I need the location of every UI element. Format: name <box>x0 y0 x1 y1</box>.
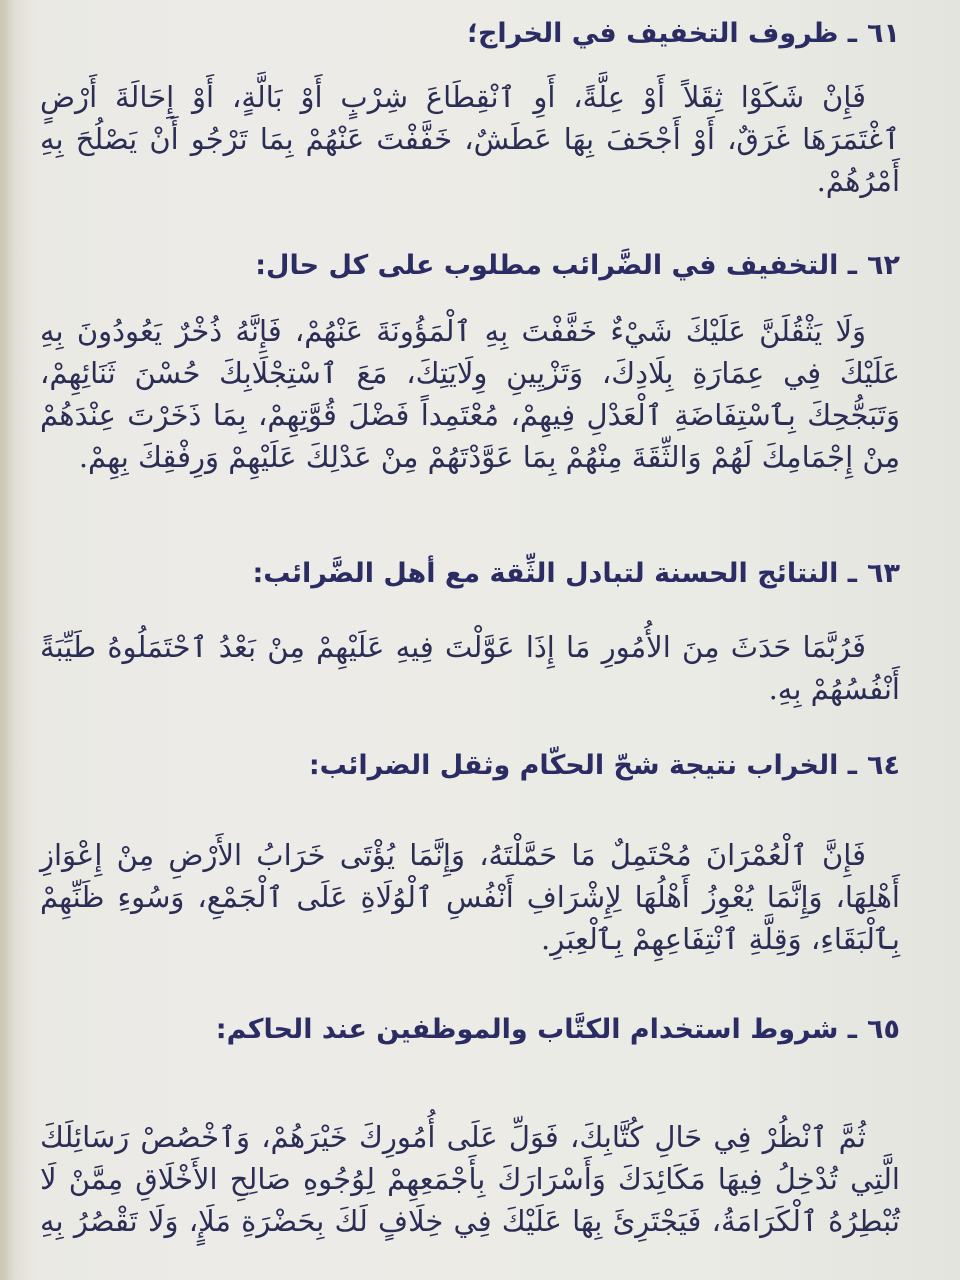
section-65 <box>40 1014 900 1045</box>
paragraph-line: أَهْلِهَا، وَإِنَّمَا يُعْوِزُ أَهْلُهَا لِإِشْرَافِ أَنْفُسِ ٱلْوُلَاةِ عَلَى ٱلْجَمْعِ، وَسُوءِ ظَنِّهِمْ <box>40 880 900 914</box>
paragraph-line: تُبْطِرُهُ ٱلْكَرَامَةُ، فَيَجْتَرِئَ بِهَا عَلَيْكَ فِي خِلَافٍ لَكَ بِحَضْرَةِ مَلَإٍ، وَلَا تَقْصُرُ بِهِ <box>40 1204 900 1238</box>
paragraph-line: ٱغْتَمَرَهَا غَرَقٌ، أَوْ أَجْحَفَ بِهَا عَطَشٌ، خَفَّفْتَ عَنْهُمْ بِمَا تَرْجُو أَنْ يَصْلُحَ بِهِ <box>40 122 900 156</box>
section-title: شروط استخدام الكتَّاب والموظفين عند الحاكم: <box>215 1014 839 1045</box>
paragraph <box>40 834 900 960</box>
section-heading <box>40 1014 900 1045</box>
section-number: ٦٤ <box>867 750 900 781</box>
section-title: ظروف التخفيف في الخراج؛ <box>467 18 839 49</box>
section-63 <box>40 558 900 589</box>
section-number: ٦٥ <box>867 1014 900 1045</box>
paragraph-line: وَتَبَجُّحِكَ بِٱسْتِفَاضَةِ ٱلْعَدْلِ فِيهِمْ، مُعْتَمِداً فَضْلَ قُوَّتِهِمْ، بِمَا ذَخَرْتَ عِنْدَهُمْ <box>40 398 900 432</box>
paragraph-line: ثُمَّ ٱنْظُرْ فِي حَالِ كُتَّابِكَ، فَوَلِّ عَلَى أُمُورِكَ خَيْرَهُمْ، وَٱخْصُصْ رَسَائِلَكَ <box>40 1120 866 1154</box>
dash: ـ <box>838 250 858 281</box>
section-61 <box>40 18 900 49</box>
paragraph-65 <box>40 1116 900 1242</box>
paragraph <box>40 310 900 478</box>
paragraph <box>40 76 900 202</box>
dash: ـ <box>838 750 858 781</box>
paragraph-line: مِنْ إِجْمَامِكَ لَهُمْ وَالثِّقَةَ مِنْهُمْ بِمَا عَوَّدْتَهُمْ مِنْ عَدْلِكَ عَلَيْهِمْ وَرِفْقِكَ بِهِمْ. <box>78 440 900 474</box>
paragraph-line: بِٱلْبَقَاءِ، وَقِلَّةِ ٱنْتِفَاعِهِمْ بِٱلْعِبَرِ. <box>541 922 900 956</box>
section-heading <box>40 558 900 589</box>
section-number: ٦٢ <box>867 250 900 281</box>
paragraph <box>40 626 900 710</box>
paragraph-line: فَرُبَّمَا حَدَثَ مِنَ الأُمُورِ مَا إِذَا عَوَّلْتَ فِيهِ عَلَيْهِمْ مِنْ بَعْدُ ٱحْتَمَلُوهُ طَيِّبَةً <box>40 630 866 664</box>
section-title: النتائج الحسنة لتبادل الثِّقة مع أهل الضَّرائب: <box>252 558 839 589</box>
paragraph-61 <box>40 76 900 202</box>
section-title: التخفيف في الضَّرائب مطلوب على كل حال: <box>255 250 839 281</box>
paragraph-62 <box>40 310 900 478</box>
section-heading <box>40 250 900 281</box>
dash: ـ <box>838 18 858 49</box>
paragraph-line: وَلَا يَثْقُلَنَّ عَلَيْكَ شَيْءٌ خَفَّفْتَ بِهِ ٱلْمَؤُونَةَ عَنْهُمْ، فَإِنَّهُ ذُخْرٌ يَعُودُونَ بِهِ <box>40 314 866 348</box>
section-heading <box>40 750 900 781</box>
section-62 <box>40 250 900 281</box>
section-heading <box>40 18 900 49</box>
section-number: ٦١ <box>867 18 900 49</box>
paragraph-line: فَإِنْ شَكَوْا ثِقَلاً أَوْ عِلَّةً، أَوِ ٱنْقِطَاعَ شِرْبٍ أَوْ بَالَّةٍ، أَوْ إِحَالَةَ أَرْضٍ <box>40 80 866 114</box>
paragraph-line: الَّتِي تُدْخِلُ فِيهَا مَكَائِدَكَ وَأَسْرَارَكَ بِأَجْمَعِهِمْ لِوُجُوهِ صَالِحِ الأَخْلَاقِ مِمَّنْ لَا <box>40 1162 900 1196</box>
page-gutter-shadow <box>0 0 14 1280</box>
paragraph-line: أَنْفُسُهُمْ بِهِ. <box>768 672 900 706</box>
paragraph-64 <box>40 834 900 960</box>
paragraph <box>40 1116 900 1242</box>
section-title: الخراب نتيجة شحّ الحكّام وثقل الضرائب: <box>308 750 839 781</box>
paragraph-line: عَلَيْكَ فِي عِمَارَةِ بِلَادِكَ، وَتَزْيِينِ وِلَايَتِكَ، مَعَ ٱسْتِجْلَابِكَ حُسْنَ ثَنَائِهِمْ، <box>40 356 900 390</box>
section-number: ٦٣ <box>867 558 900 589</box>
paragraph-63 <box>40 626 900 710</box>
dash: ـ <box>838 558 858 589</box>
paragraph-line: فَإِنَّ ٱلْعُمْرَانَ مُحْتَمِلٌ مَا حَمَّلْتَهُ، وَإِنَّمَا يُؤْتَى خَرَابُ الأَرْضِ مِنْ إِعْوَازِ <box>40 838 866 872</box>
paragraph-line: أَمْرُهُمْ. <box>816 164 900 198</box>
section-64 <box>40 750 900 781</box>
dash: ـ <box>838 1014 858 1045</box>
